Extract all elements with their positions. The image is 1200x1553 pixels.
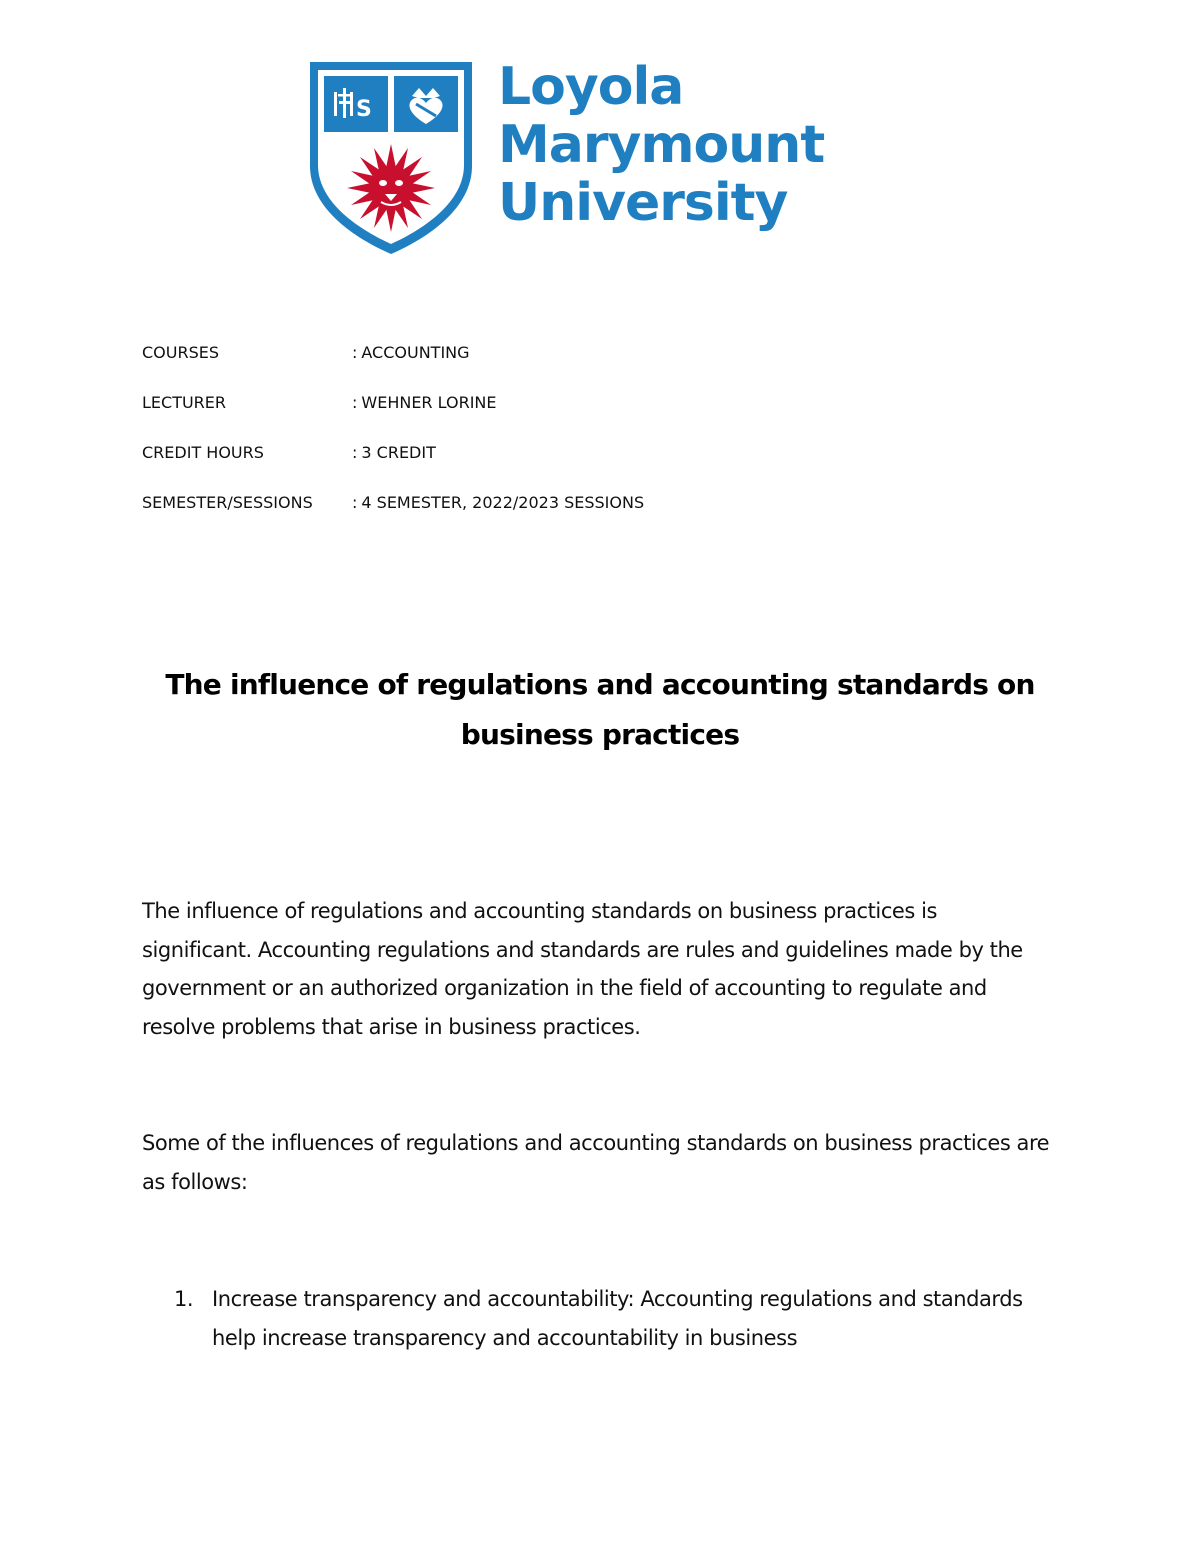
info-label: LECTURER [142, 393, 227, 412]
info-value: 4 SEMESTER, 2022/2023 SESSIONS [361, 493, 645, 512]
info-value-wrap [352, 343, 470, 362]
title-line-2: business practices [460, 718, 740, 751]
wordmark-line-3: University [498, 173, 788, 233]
svg-text:S: S [356, 97, 372, 122]
university-logo [306, 58, 826, 258]
info-separator: : [352, 343, 358, 362]
university-wordmark [498, 58, 828, 232]
document-title [100, 660, 1100, 760]
influence-list [142, 1280, 1052, 1357]
wordmark-line-1: Loyola [498, 57, 684, 117]
info-value-wrap [352, 443, 436, 462]
wordmark-line-2: Marymount [498, 115, 825, 175]
info-label: COURSES [142, 343, 220, 362]
info-separator: : [352, 393, 358, 412]
info-separator: : [352, 443, 358, 462]
body-paragraph-2: Some of the influences of regulations and accounting standards on business practices are as follows: [142, 1131, 1050, 1194]
info-value-wrap [352, 493, 644, 512]
info-value: 3 CREDIT [361, 443, 436, 462]
info-value-wrap [352, 393, 496, 412]
body-paragraph-1: The influence of regulations and accounting standards on business practices is significant. Accounting regulations and standards are rules and guidelines made by the government or an authorized organization in the field of accounting to regulate and resolve problems that arise in business practices. [142, 899, 1023, 1040]
list-item-number: 1. [174, 1287, 194, 1311]
list-item [142, 1280, 1052, 1357]
university-crest-icon [306, 58, 476, 256]
info-value: WEHNER LORINE [361, 393, 497, 412]
info-separator: : [352, 493, 358, 512]
info-label: SEMESTER/SESSIONS [142, 493, 313, 512]
info-label: CREDIT HOURS [142, 443, 264, 462]
list-item-text: Increase transparency and accountability: Accounting regulations and standards help increase transparency and accountability in business [212, 1287, 1023, 1350]
title-line-1: The influence of regulations and accounting standards on [165, 668, 1035, 701]
info-value: ACCOUNTING [361, 343, 470, 362]
